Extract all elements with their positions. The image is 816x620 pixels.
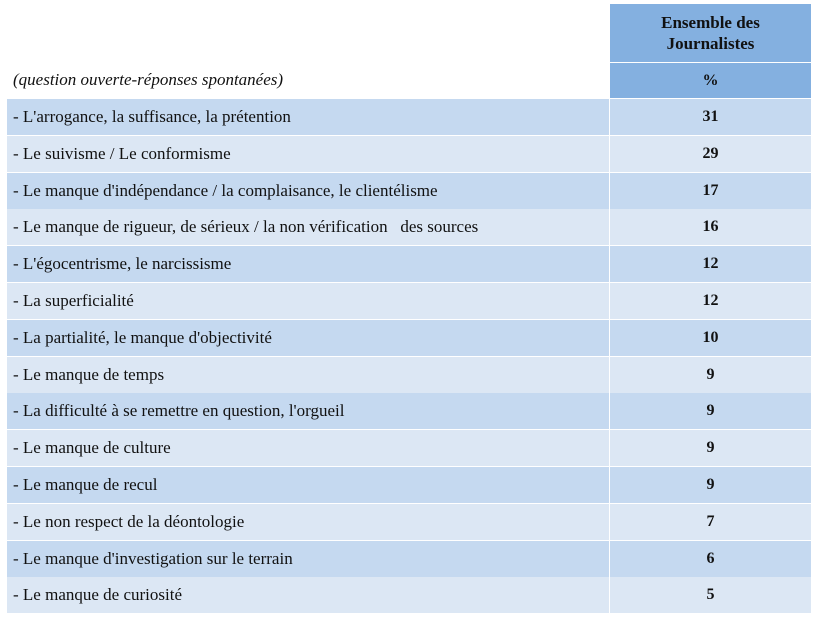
row-value: 6 — [610, 541, 811, 577]
row-label: - La difficulté à se remettre en question, l'orgueil — [7, 393, 609, 429]
row-value: 9 — [610, 357, 811, 393]
row-value: 16 — [610, 209, 811, 245]
table-body — [7, 99, 811, 614]
table-row — [7, 246, 811, 282]
row-label: - Le manque de rigueur, de sérieux / la non vérification des sources — [7, 209, 609, 245]
row-value: 29 — [610, 136, 811, 172]
row-value: 12 — [610, 283, 811, 319]
unit-header: % — [610, 63, 811, 98]
table-row — [7, 504, 811, 540]
row-label: - Le manque de recul — [7, 467, 609, 503]
row-value: 12 — [610, 246, 811, 282]
table-row — [7, 541, 811, 577]
row-label: - Le manque de temps — [7, 357, 609, 393]
table-row — [7, 283, 811, 319]
table-row — [7, 320, 811, 356]
row-value: 10 — [610, 320, 811, 356]
row-value: 9 — [610, 430, 811, 466]
row-label: - L'arrogance, la suffisance, la prétention — [7, 99, 609, 135]
table-row — [7, 136, 811, 172]
table-row — [7, 430, 811, 466]
row-label: - Le manque de curiosité — [7, 577, 609, 613]
column-header-title: Ensemble des Journalistes — [661, 13, 760, 53]
row-label: - Le suivisme / Le conformisme — [7, 136, 609, 172]
row-label: - L'égocentrisme, le narcissisme — [7, 246, 609, 282]
table-row — [7, 393, 811, 429]
table-row — [7, 357, 811, 393]
table-row — [7, 209, 811, 245]
row-value: 7 — [610, 504, 811, 540]
row-label: - Le manque de culture — [7, 430, 609, 466]
row-value: 31 — [610, 99, 811, 135]
row-value: 9 — [610, 393, 811, 429]
row-value: 5 — [610, 577, 811, 613]
table-row — [7, 577, 811, 613]
row-label: - La partialité, le manque d'objectivité — [7, 320, 609, 356]
row-label: - La superficialité — [7, 283, 609, 319]
table-row — [7, 99, 811, 135]
table-row — [7, 467, 811, 503]
table-row — [7, 173, 811, 209]
row-label: - Le manque d'investigation sur le terrain — [7, 541, 609, 577]
row-label: - Le non respect de la déontologie — [7, 504, 609, 540]
question-note: (question ouverte-réponses spontanées) — [13, 70, 284, 89]
row-value: 9 — [610, 467, 811, 503]
column-header — [610, 4, 811, 62]
row-label: - Le manque d'indépendance / la complaisance, le clientélisme — [7, 173, 609, 209]
row-value: 17 — [610, 173, 811, 209]
